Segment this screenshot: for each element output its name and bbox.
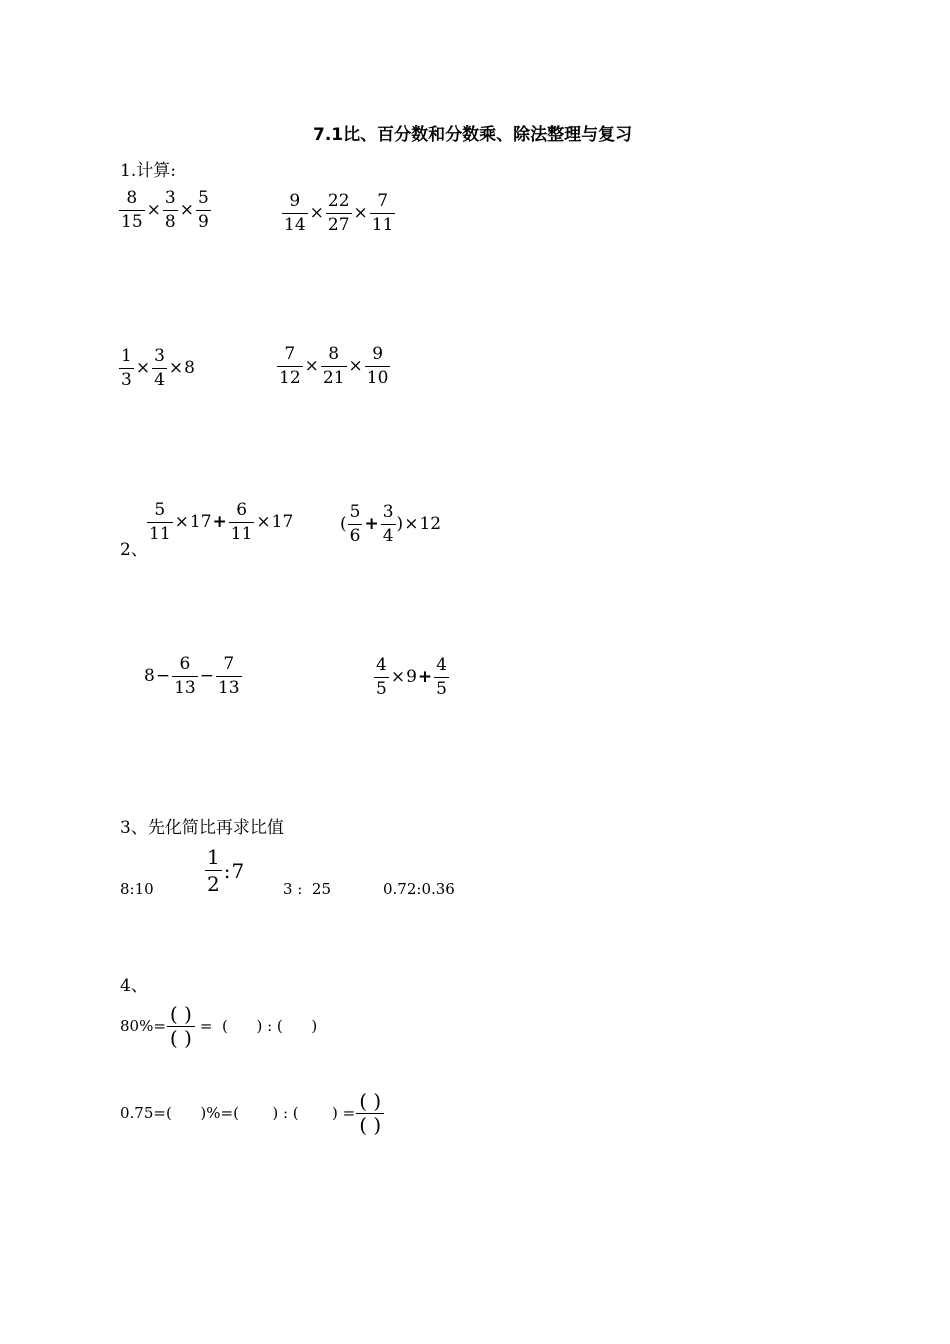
page-title: 7.1比、百分数和分数乘、除法整理与复习 [313, 125, 633, 145]
fraction: $\frac{22}{27}$ [327, 191, 350, 235]
times-sign: × [404, 514, 419, 534]
expression-1b [281, 193, 396, 234]
times-sign: × [174, 512, 189, 532]
operand: 9 [406, 667, 417, 687]
expression-2c [144, 656, 243, 697]
fraction: $\frac{7}{12}$ [279, 344, 301, 388]
expression-2a [146, 502, 293, 543]
minus-sign: − [155, 666, 171, 686]
fraction: $\frac{8}{21}$ [322, 344, 345, 388]
section-1-label: 1.计算: [120, 161, 176, 181]
section-2-label: 2、 [120, 540, 148, 560]
fraction: $\frac{6}{13}$ [174, 654, 196, 698]
line-lead: 80%= [120, 1016, 166, 1035]
section-3-label: 3、先化简比再求比值 [120, 818, 284, 838]
operand: 17 [189, 512, 212, 532]
expression-2d [373, 657, 450, 698]
fraction: $\frac{7}{13}$ [217, 654, 240, 698]
times-sign: × [179, 200, 194, 220]
conversion-line-2 [120, 1091, 385, 1135]
plus-sign: + [364, 514, 379, 534]
ratio-item-a: 8:10 [120, 880, 154, 898]
times-sign: × [348, 356, 363, 376]
plus-sign: + [212, 512, 227, 532]
fraction: $\frac{8}{15}$ [121, 188, 143, 232]
expression-1d [276, 346, 391, 387]
fraction: $\frac{3}{4}$ [382, 502, 394, 546]
conversion-line-1 [120, 1004, 317, 1048]
operand: 8 [184, 358, 195, 378]
fraction: $\frac{6}{11}$ [230, 500, 253, 544]
left-paren: ( [340, 514, 347, 534]
expression-1c [118, 348, 195, 389]
fraction: $\frac{9}{10}$ [366, 344, 389, 388]
ratio-item-c: 3 : 25 [283, 880, 331, 898]
line-rest: = ( ) : ( ) [199, 1016, 318, 1035]
fraction: $\frac{3}{4}$ [154, 346, 165, 390]
expression-2b [340, 504, 441, 545]
times-sign: × [304, 356, 319, 376]
fraction: $\frac{4}{5}$ [376, 655, 387, 699]
fraction: $\frac{1}{2}$ [207, 845, 220, 896]
times-sign: × [146, 200, 161, 220]
ratio-item-b [204, 847, 244, 894]
operand: 7 [231, 858, 245, 883]
plus-sign: + [417, 667, 433, 687]
fraction: $\frac{9}{14}$ [284, 191, 306, 235]
fraction: $\frac{5}{11}$ [149, 500, 171, 544]
fraction: $\frac{3}{8}$ [164, 188, 176, 232]
times-sign: × [168, 358, 184, 378]
fraction: $\frac{5}{9}$ [197, 188, 209, 232]
operand: 8 [144, 666, 155, 686]
operand: 17 [271, 512, 294, 532]
blank-fraction: $\frac{( )}{( )}$ [167, 1004, 195, 1048]
colon-sign: : [223, 858, 231, 883]
fraction: $\frac{7}{11}$ [371, 191, 394, 235]
section-4-label: 4、 [120, 976, 148, 996]
operand: 12 [419, 514, 442, 534]
expression-1a [118, 190, 212, 231]
fraction: $\frac{4}{5}$ [436, 655, 447, 699]
times-sign: × [135, 358, 151, 378]
right-paren: ) [396, 514, 404, 534]
times-sign: × [309, 203, 324, 223]
line-lead: 0.75=( )%=( ) : ( ) = [120, 1103, 356, 1122]
ratio-item-d: 0.72:0.36 [383, 880, 455, 898]
times-sign: × [390, 667, 406, 687]
blank-fraction: $\frac{( )}{( )}$ [356, 1091, 384, 1135]
minus-sign: − [199, 666, 214, 686]
times-sign: × [256, 512, 271, 532]
times-sign: × [353, 203, 368, 223]
fraction: $\frac{1}{3}$ [121, 346, 132, 390]
fraction: $\frac{5}{6}$ [349, 502, 361, 546]
